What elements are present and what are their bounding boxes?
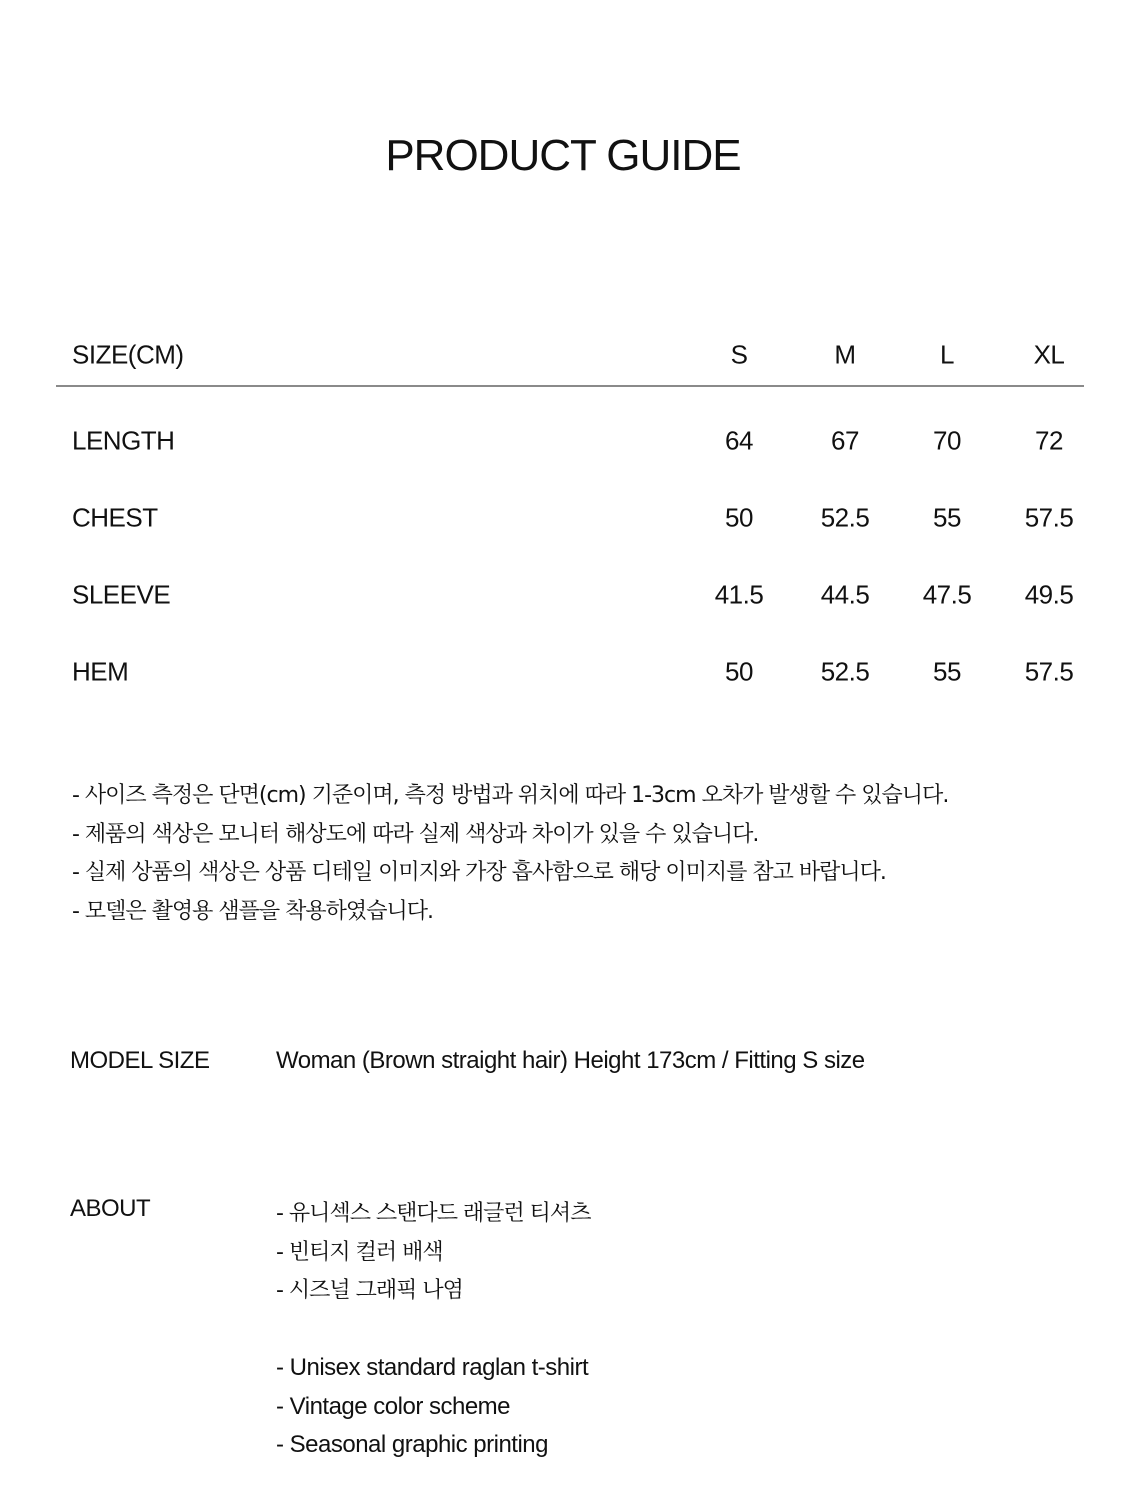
size-row-length	[56, 402, 1084, 479]
about-line-en: - Seasonal graphic printing	[276, 1431, 549, 1458]
row-value: 57.5	[1024, 656, 1074, 686]
row-value: 64	[725, 425, 753, 455]
about-label: ABOUT	[70, 1195, 151, 1222]
row-value: 57.5	[1024, 502, 1074, 532]
size-notes	[72, 777, 948, 931]
row-label: CHEST	[72, 502, 158, 532]
size-table-body	[56, 387, 1084, 710]
note-line: - 모델은 촬영용 샘플을 착용하였습니다.	[72, 898, 433, 924]
size-header-label: SIZE(CM)	[72, 339, 184, 370]
row-value: 49.5	[1024, 579, 1074, 609]
row-value: 52.5	[820, 502, 870, 532]
row-value: 67	[831, 425, 859, 455]
about-description	[276, 1195, 590, 1465]
about-line-ko: - 시즈널 그래픽 나염	[276, 1278, 463, 1303]
row-value: 44.5	[820, 579, 870, 609]
row-value: 55	[933, 656, 961, 686]
about-spacer	[276, 1311, 590, 1350]
size-table	[56, 325, 1084, 710]
row-value: 41.5	[714, 579, 764, 609]
row-value: 70	[933, 425, 961, 455]
note-line: - 실제 상품의 색상은 상품 디테일 이미지와 가장 흡사함으로 해당 이미지를 참고 바랍니다.	[72, 860, 886, 885]
size-table-header	[56, 325, 1084, 387]
about-line-en: - Unisex standard raglan t-shirt	[276, 1354, 589, 1381]
model-size-label: MODEL SIZE	[70, 1047, 210, 1074]
row-value: 52.5	[820, 656, 870, 686]
about-line-en: - Vintage color scheme	[276, 1392, 511, 1420]
row-label: LENGTH	[72, 425, 175, 455]
about-line-ko: - 빈티지 컬러 배색	[276, 1239, 443, 1265]
size-header-s: S	[730, 339, 748, 370]
row-value: 50	[725, 656, 753, 686]
size-header-l: L	[940, 339, 954, 370]
note-line: - 사이즈 측정은 단면(cm) 기준이며, 측정 방법과 위치에 따라 1-3cm 오차가 발생할 수 있습니다.	[72, 783, 949, 808]
row-value: 50	[725, 502, 753, 532]
page-title: PRODUCT GUIDE	[385, 131, 741, 180]
row-value: 72	[1035, 425, 1063, 455]
row-label: SLEEVE	[72, 579, 171, 609]
size-header-xl: XL	[1033, 339, 1065, 370]
row-label: HEM	[72, 656, 129, 686]
size-row-hem	[56, 633, 1084, 710]
note-line: - 제품의 색상은 모니터 해상도에 따라 실제 색상과 차이가 있을 수 있습니다.	[72, 821, 759, 847]
row-value: 47.5	[922, 579, 972, 609]
size-header-m: M	[834, 339, 856, 370]
model-size-value: Woman (Brown straight hair) Height 173cm / Fitting S size	[276, 1047, 865, 1074]
size-row-sleeve	[56, 556, 1084, 633]
size-row-chest	[56, 479, 1084, 556]
row-value: 55	[933, 502, 961, 532]
about-line-ko: - 유니섹스 스탠다드 래글런 티셔츠	[276, 1201, 591, 1226]
